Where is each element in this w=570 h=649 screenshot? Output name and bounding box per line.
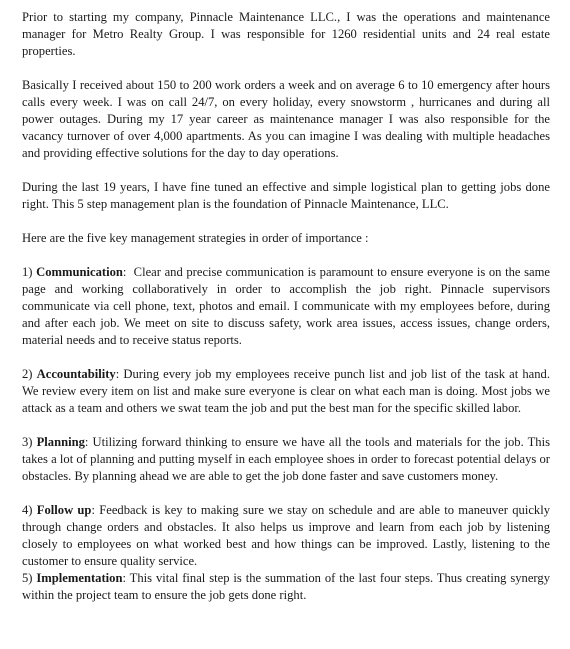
intro-paragraph-2: Basically I received about 150 to 200 work orders a week and on average 6 to 10 emergency after hours calls every week. I was on call 24/7, on every holiday, every snowstorm , hurricanes and during all power outages. During my 17 year career as maintenance manager I was also responsible for the vacancy turnover of over 4,000 apartments. As you can imagine I was dealing with multiple headaches and providing effective solutions for the day to day operations. (22, 78, 550, 160)
strategy-communication (22, 264, 550, 349)
strategy-number: 4) (22, 503, 33, 517)
strategy-number: 5) (22, 571, 33, 585)
strategy-term: Communication (36, 265, 123, 279)
strategy-term: Implementation (36, 571, 123, 585)
strategy-number: 1) (22, 265, 33, 279)
strategy-number: 2) (22, 367, 33, 381)
intro-paragraph-3: During the last 19 years, I have fine tuned an effective and simple logistical plan to getting jobs done right. This 5 step management plan is the foundation of Pinnacle Maintenance, LLC. (22, 180, 550, 211)
strategy-planning (22, 434, 550, 485)
strategy-term: Accountability (36, 367, 116, 381)
strategy-separator: : (122, 265, 127, 279)
strategies-lead-in: Here are the five key management strategies in order of importance : (22, 231, 369, 245)
strategy-text: During every job my employees receive punch list and job list of the task at hand. We review every item on list and make sure everyone is clear on what each man is doing. Most jobs we attack as a team and others we swat team the job and put the best man for the specific skilled labor. (22, 367, 551, 415)
strategy-number: 3) (22, 435, 33, 449)
strategy-text: Utilizing forward thinking to ensure we have all the tools and materials for the job. This takes a lot of planning and putting myself in each employee shoes in order to forecast potential delays or obstacles. By planning ahead we are able to get the job done faster and save customers money. (22, 435, 550, 483)
strategy-text: This vital final step is the summation of the last four steps. Thus creating synergy within the project team to ensure the job gets done right. (22, 571, 550, 602)
strategy-follow-up (22, 502, 550, 570)
strategy-term: Follow up (36, 503, 92, 517)
strategy-accountability (22, 366, 550, 417)
strategy-separator: : (91, 503, 95, 517)
strategy-implementation (22, 570, 550, 604)
strategy-separator: : (84, 435, 89, 449)
document-body (22, 9, 550, 621)
strategy-separator: : (115, 367, 120, 381)
strategy-text: Feedback is key to making sure we stay on schedule and are able to maneuver quickly through change orders and obstacles. It also helps us improve and learn from each job by listening closely to employees on what worked best and how things can be improved. Lastly, listening to the customer to ensure quality service. (22, 503, 550, 568)
intro-paragraph-1: Prior to starting my company, Pinnacle Maintenance LLC., I was the operations and maintenance manager for Metro Realty Group. I was responsible for 1260 residential units and 24 real estate properties. (22, 10, 550, 58)
strategy-text: Clear and precise communication is paramount to ensure everyone is on the same page and working collaboratively in order to accomplish the job right. Pinnacle supervisors communicate via cell phone, text, photos and email. I communicate with my employees before, during and after each job. We meet on site to discuss safety, work area issues, access issues, change orders, material needs and to receive status reports. (22, 265, 550, 347)
strategy-term: Planning (36, 435, 85, 449)
strategy-separator: : (122, 571, 126, 585)
